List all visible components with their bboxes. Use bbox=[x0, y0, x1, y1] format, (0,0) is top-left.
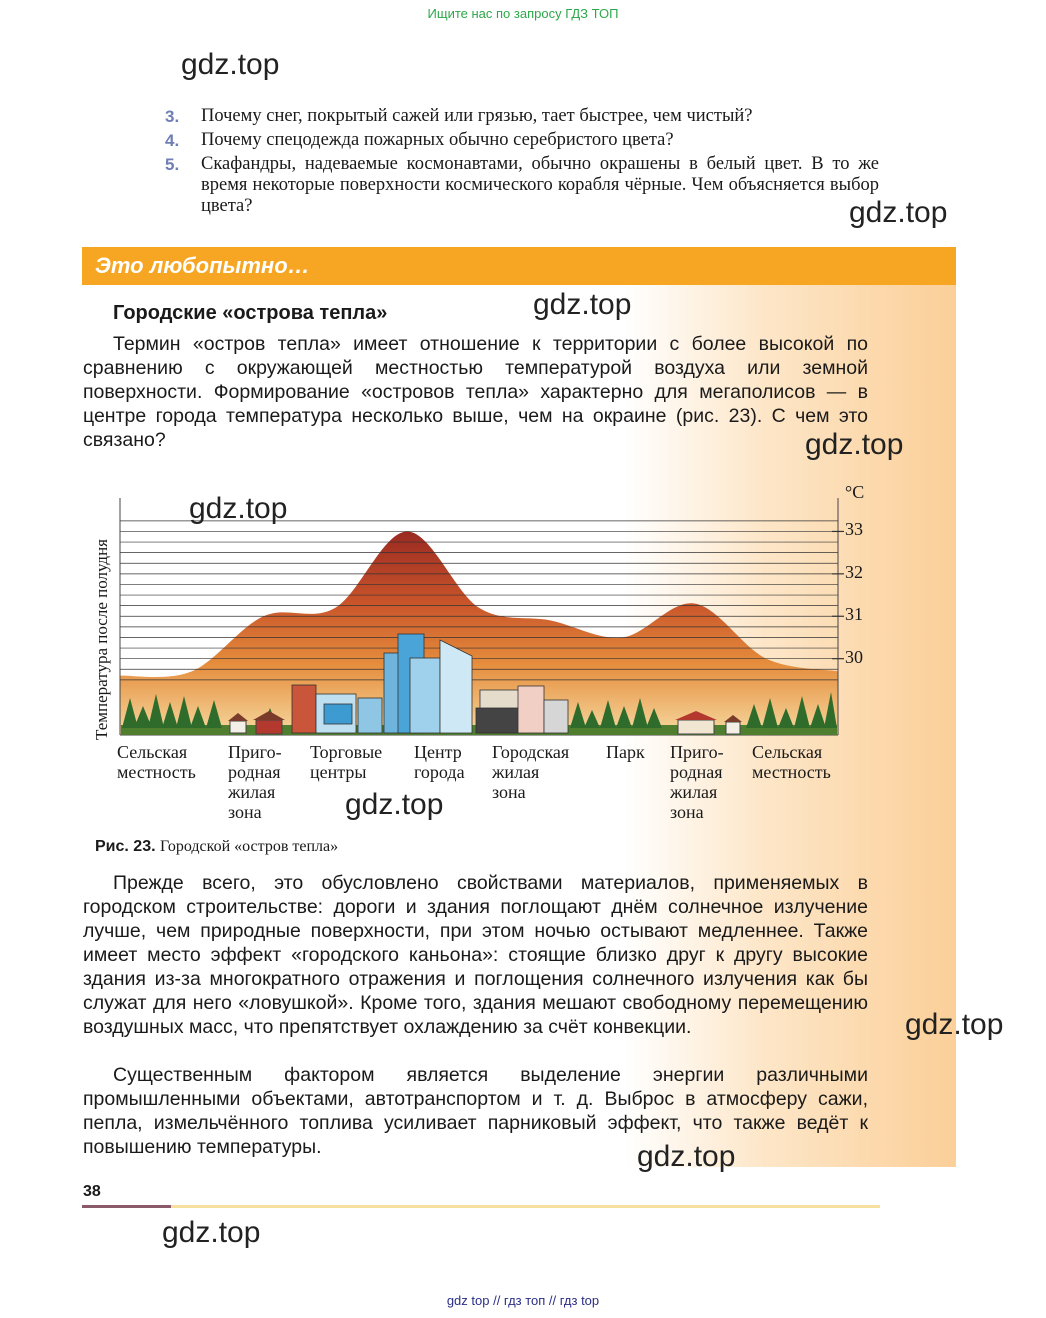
zone-label: Приго- родная жилая зона bbox=[228, 742, 282, 822]
y-tick-label: 30 bbox=[845, 646, 863, 667]
paragraph-3: Существенным фактором является выделение энергии различными промышленными объектами, автотранспортом и т. д. Выброс в атмосферу сажи, пепла, измельчённого топлива усиливает парниковый эффект, что также ведёт к повышению температуры. bbox=[83, 1064, 868, 1158]
paragraph-2: Прежде всего, это обусловлено свойствами материалов, применяемых в городском строительстве: дороги и здания поглощают днём солнечное излучение лучше, чем природные поверхности, при этом ночью остывают медленнее. Также имеет место эффект «городского каньона»: стоящие близко друг к другу высокие здания из-за многократного отражения и поглощения солнечного излучения как бы служат для него «ловушкой». Кроме того, здания мешают свободному перемещению воздушных масс, что препятствует охлаждению за счёт конвекции. bbox=[83, 872, 868, 1038]
watermark: gdz.top bbox=[345, 788, 444, 821]
footer-line-light bbox=[171, 1205, 880, 1208]
figure-caption bbox=[95, 838, 338, 856]
watermark: gdz.top bbox=[533, 288, 632, 321]
watermark: gdz.top bbox=[181, 48, 280, 81]
watermark: gdz.top bbox=[637, 1140, 736, 1173]
banner-title: Это любопытно… bbox=[95, 253, 310, 278]
y-tick-label: 33 bbox=[845, 519, 863, 540]
y-tick-label: 32 bbox=[845, 561, 863, 582]
y-axis-label: Температура после полудня bbox=[92, 539, 111, 740]
zone-label: Городская жилая зона bbox=[492, 742, 570, 802]
curiosity-banner bbox=[82, 247, 956, 285]
question-number: 5. bbox=[165, 155, 180, 174]
paragraph-1: Термин «остров тепла» имеет отношение к территории с более высокой по сравнению с окружающей местностью температурой воздуха или земной поверхности. Формирование «островов тепла» характерно для мегаполисов — в центре города температура несколько выше, чем на окраине (рис. 23). С чем это связано? bbox=[83, 333, 868, 451]
watermark: gdz.top bbox=[849, 196, 948, 229]
question-number: 4. bbox=[165, 131, 180, 150]
top-search-note: Ищите нас по запросу ГДЗ ТОП bbox=[427, 6, 619, 21]
zone-label: Приго- родная жилая зона bbox=[670, 742, 724, 822]
page-number: 38 bbox=[83, 1183, 101, 1200]
figure-label: Рис. 23. bbox=[95, 838, 156, 855]
footer-line-dark bbox=[82, 1205, 171, 1208]
watermark: gdz.top bbox=[805, 428, 904, 461]
zone-label: Торговые центры bbox=[310, 742, 383, 782]
question-number: 3. bbox=[165, 107, 180, 126]
section-heading: Городские «острова тепла» bbox=[113, 302, 388, 324]
zone-label: Парк bbox=[606, 742, 645, 762]
zone-label: Сельская местность bbox=[117, 742, 196, 782]
question-text: Скафандры, надеваемые космонавтами, обычно окрашены в белый цвет. В то же время некоторые поверхности космического корабля чёрные. Чем объясняется выбор цвета? bbox=[201, 154, 879, 216]
bottom-note: gdz top // гдз топ // гдз top bbox=[446, 1293, 600, 1308]
y-unit-label: °C bbox=[845, 482, 865, 502]
zone-label: Сельская местность bbox=[752, 742, 831, 782]
zone-label: Центр города bbox=[414, 742, 465, 782]
figure-title: Городской «остров тепла» bbox=[160, 838, 339, 855]
question-text: Почему снег, покрытый сажей или грязью, тает быстрее, чем чистый? bbox=[201, 106, 753, 126]
watermark: gdz.top bbox=[189, 492, 288, 525]
watermark: gdz.top bbox=[905, 1008, 1004, 1041]
temperature-area bbox=[120, 531, 838, 735]
question-text: Почему спецодежда пожарных обычно серебристого цвета? bbox=[201, 130, 674, 150]
y-tick-label: 31 bbox=[845, 604, 863, 625]
watermark: gdz.top bbox=[162, 1216, 261, 1249]
